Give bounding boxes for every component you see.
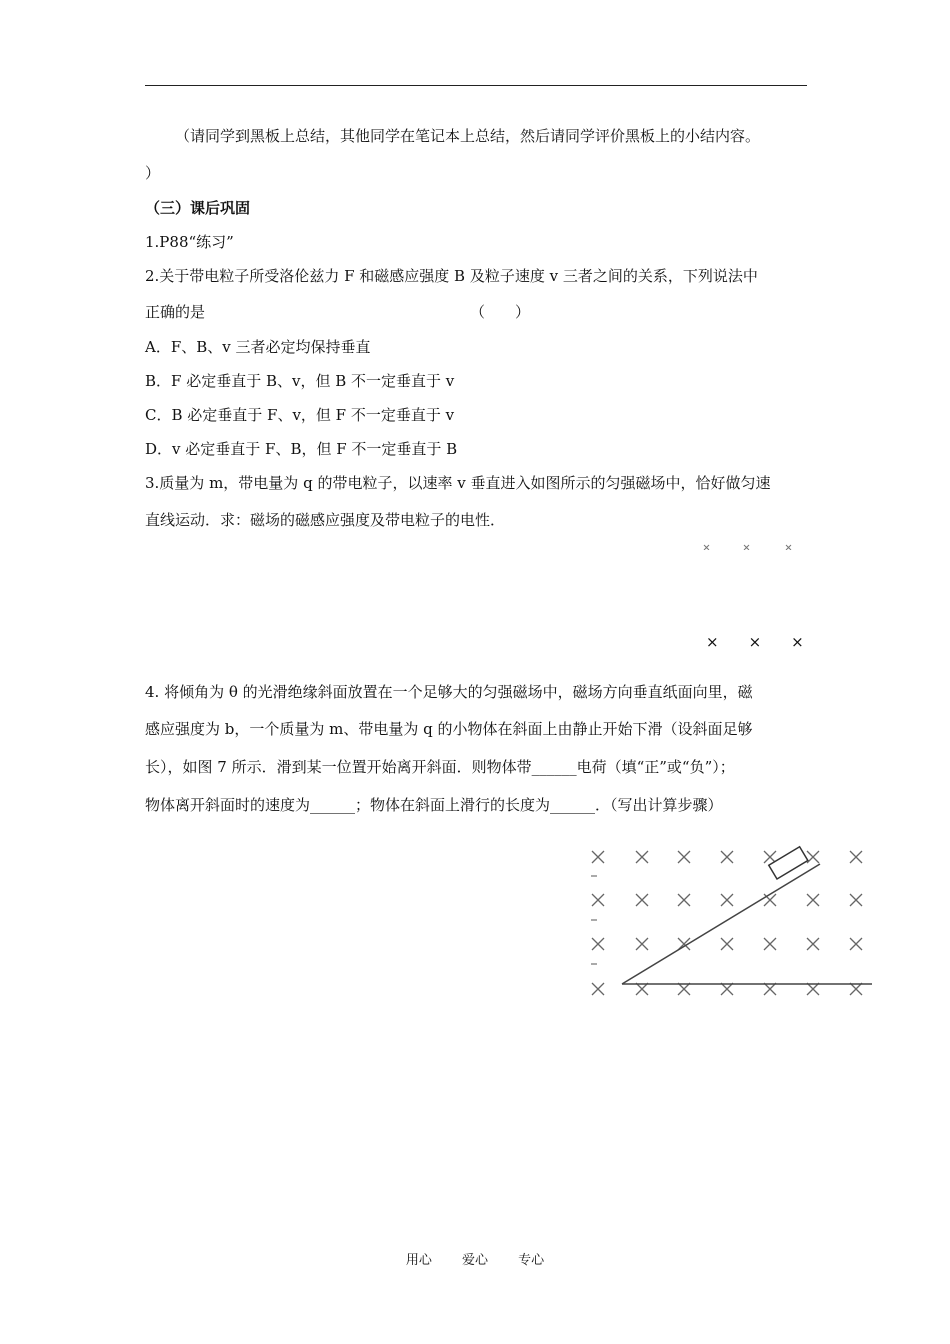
cross-mark-icon xyxy=(807,894,819,906)
field-marks-row: × × × xyxy=(706,633,804,651)
cross-mark-icon xyxy=(678,983,690,995)
cross-mark-icon xyxy=(807,983,819,995)
question-4-stem-4: 物体离开斜面时的速度为______；物体在斜面上滑行的长度为______．（写出计算步骤） xyxy=(145,796,723,814)
question-2-stem-1: 2.关于带电粒子所受洛伦兹力 F 和磁感应强度 B 及粒子速度 v 三者之间的关系，下列说法中 xyxy=(145,267,758,285)
option-b: B．F 必定垂直于 B、v，但 B 不一定垂直于 v xyxy=(145,372,455,390)
answer-bracket: （ ） xyxy=(470,303,531,321)
cross-mark-icon xyxy=(721,894,733,906)
cropped-marks-icon xyxy=(700,544,810,550)
intro-line-2: ） xyxy=(145,164,161,182)
footer-item: 爱心 xyxy=(461,1253,488,1268)
option-a: A．F、B、v 三者必定均保持垂直 xyxy=(145,338,371,356)
cropped-figure-top xyxy=(700,540,810,550)
cross-mark-icon xyxy=(592,894,604,906)
question-4-stem-2: 感应强度为 b，一个质量为 m、带电量为 q 的小物体在斜面上由静止开始下滑（设斜面足够 xyxy=(145,720,753,738)
question-4-stem-1: 4. 将倾角为 θ 的光滑绝缘斜面放置在一个足够大的匀强磁场中，磁场方向垂直纸面向里，磁 xyxy=(145,683,753,701)
page-footer xyxy=(0,1249,950,1268)
incline-figure xyxy=(582,842,880,1002)
section-title: （三）课后巩固 xyxy=(145,199,251,217)
footer-item: 专心 xyxy=(518,1253,545,1268)
question-2-stem-2: 正确的是 xyxy=(145,303,206,321)
option-c: C．B 必定垂直于 F、v，但 F 不一定垂直于 v xyxy=(145,406,455,424)
cross-mark-icon xyxy=(636,851,648,863)
question-3-stem-1: 3.质量为 m，带电量为 q 的带电粒子，以速率 v 垂直进入如图所示的匀强磁场中，恰好做匀速 xyxy=(145,474,771,492)
cross-mark-icon xyxy=(850,851,862,863)
field-cross-marks xyxy=(592,851,862,995)
cross-mark-icon xyxy=(807,851,819,863)
incline-line xyxy=(622,864,820,984)
cross-mark-icon xyxy=(764,938,776,950)
cross-mark-icon xyxy=(721,938,733,950)
question-3-stem-2: 直线运动．求：磁场的磁感应强度及带电粒子的电性． xyxy=(145,511,506,529)
cross-mark-icon xyxy=(850,983,862,995)
option-d: D．v 必定垂直于 F、B，但 F 不一定垂直于 B xyxy=(145,440,458,458)
cross-mark-icon xyxy=(850,938,862,950)
question-1: 1.P88“练习” xyxy=(145,233,234,251)
intro-line-1: （请同学到黑板上总结，其他同学在笔记本上总结，然后请同学评价黑板上的小结内容。 xyxy=(175,127,761,145)
cross-mark-icon xyxy=(636,938,648,950)
cross-mark-icon xyxy=(764,894,776,906)
cross-mark-icon xyxy=(592,983,604,995)
cross-mark-icon xyxy=(678,851,690,863)
cross-mark-icon xyxy=(764,983,776,995)
cross-mark-icon xyxy=(721,983,733,995)
header-rule xyxy=(145,85,807,86)
footer-item: 用心 xyxy=(405,1253,432,1268)
cross-mark-icon xyxy=(807,938,819,950)
cross-mark-icon xyxy=(678,894,690,906)
cross-mark-icon xyxy=(636,983,648,995)
cross-mark-icon xyxy=(592,851,604,863)
cross-mark-icon xyxy=(592,938,604,950)
question-4-stem-3: 长），如图 7 所示．滑到某一位置开始离开斜面．则物体带______电荷（填“正”或“负”）； xyxy=(145,758,735,776)
cross-mark-icon xyxy=(850,894,862,906)
cross-mark-icon xyxy=(721,851,733,863)
cross-mark-icon xyxy=(636,894,648,906)
